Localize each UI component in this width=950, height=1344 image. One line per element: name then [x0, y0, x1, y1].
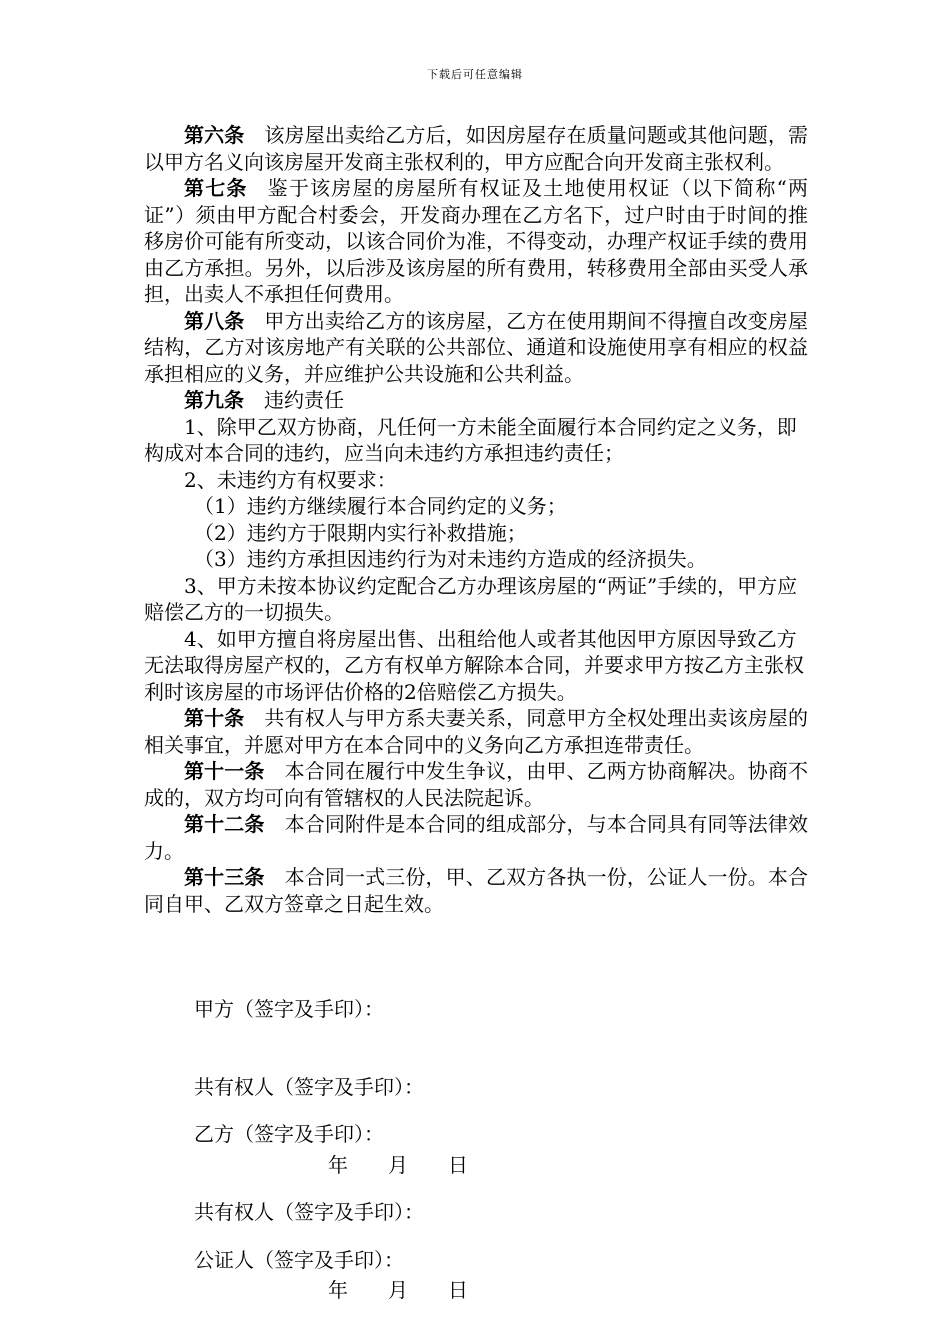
- header-note: 下载后可任意编辑: [427, 68, 523, 81]
- article-10: [144, 705, 808, 758]
- year-label: 年: [328, 1278, 348, 1302]
- breach-item: （1）违约方继续履行本合同约定的义务；: [194, 494, 567, 518]
- breach-item: （2）违约方于限期内实行补救措施；: [194, 520, 527, 545]
- article-text: 违约责任: [264, 388, 344, 412]
- article-12: [144, 811, 808, 864]
- article-13: [144, 864, 808, 917]
- party-a-signature-line: 甲方（签字及手印）：: [194, 997, 384, 1021]
- co-owner-a-signature-line: 共有权人（签字及手印）：: [194, 1075, 424, 1099]
- article-11: [144, 758, 808, 811]
- contract-body: [144, 122, 808, 917]
- article-label: 第十二条: [184, 812, 265, 836]
- article-text: 本合同在履行中发生争议，由甲、乙两方协商解决。协商不成的，双方均可向有管辖权的人民法院起诉。: [144, 759, 809, 810]
- article-7: [144, 175, 808, 308]
- notary-signature-line: 公证人（签字及手印）：: [194, 1248, 404, 1272]
- breach-clause-2: 2、未违约方有权要求：: [184, 467, 397, 492]
- article-label: 第七条: [184, 176, 248, 200]
- breach-item: （3）违约方承担因违约行为对未违约方造成的经济损失。: [194, 547, 707, 571]
- breach-clause-1: 1、除甲乙双方协商，凡任何一方未能全面履行本合同约定之义务，即构成对本合同的违约，应当向未违约方承担违约责任；: [144, 414, 797, 465]
- co-owner-b-signature-line: 共有权人（签字及手印）：: [194, 1200, 424, 1224]
- month-label: 月: [388, 1153, 408, 1177]
- party-b-signature-line: 乙方（签字及手印）：: [194, 1122, 384, 1146]
- month-label: 月: [388, 1278, 408, 1302]
- article-text: 甲方出卖给乙方的该房屋，乙方在使用期间不得擅自改变房屋结构，乙方对该房地产有关联的公共部位、通道和设施使用享有相应的权益承担相应的义务，并应维护公共设施和公共利益。: [144, 308, 809, 386]
- day-label: 日: [448, 1278, 468, 1302]
- article-label: 第八条: [184, 308, 245, 333]
- article-text: 该房屋出卖给乙方后，如因房屋存在质量问题或其他问题，需以甲方名义向该房屋开发商主张权利的，甲方应配合向开发商主张权利。: [144, 123, 809, 174]
- article-label: 第十三条: [184, 865, 265, 889]
- year-label: 年: [328, 1153, 348, 1177]
- day-label: 日: [448, 1153, 468, 1177]
- article-label: 第六条: [184, 123, 245, 147]
- article-text: 共有权人与甲方系夫妻关系，同意甲方全权处理出卖该房屋的相关事宜，并愿对甲方在本合同中的义务向乙方承担连带责任。: [144, 706, 809, 757]
- article-text: 本合同附件是本合同的组成部分，与本合同具有同等法律效力。: [144, 812, 809, 863]
- article-9: [144, 387, 808, 414]
- breach-clause-3: 3、甲方未按本协议约定配合乙方办理该房屋的“两证”手续的，甲方应赔偿乙方的一切损失。: [144, 573, 798, 624]
- article-label: 第十一条: [184, 759, 265, 783]
- article-text: 本合同一式三份，甲、乙双方各执一份，公证人一份。本合同自甲、乙双方签章之日起生效。: [144, 865, 809, 916]
- article-label: 第十条: [184, 706, 245, 730]
- article-6: [144, 122, 808, 175]
- article-8: [144, 308, 808, 388]
- article-label: 第九条: [184, 388, 244, 412]
- article-text: 鉴于该房屋的房屋所有权证及土地使用权证（以下简称“两证”）须由甲方配合村委会，开发商办理在乙方名下，过户时由于时间的推移房价可能有所变动，以该合同价为准，不得变动，办理产权证手续的费用由乙方承担。另外，以后涉及该房屋的所有费用，转移费用全部由买受人承担，出卖人不承担任何费用。: [144, 176, 808, 306]
- breach-clause-4: 4、如甲方擅自将房屋出售、出租给他人或者其他因甲方原因导致乙方无法取得房屋产权的，乙方有权单方解除本合同，并要求甲方按乙方主张权利时该房屋的市场评估价格的2倍赔偿乙方损失。: [144, 626, 804, 704]
- signature-block-notary: [194, 1195, 404, 1299]
